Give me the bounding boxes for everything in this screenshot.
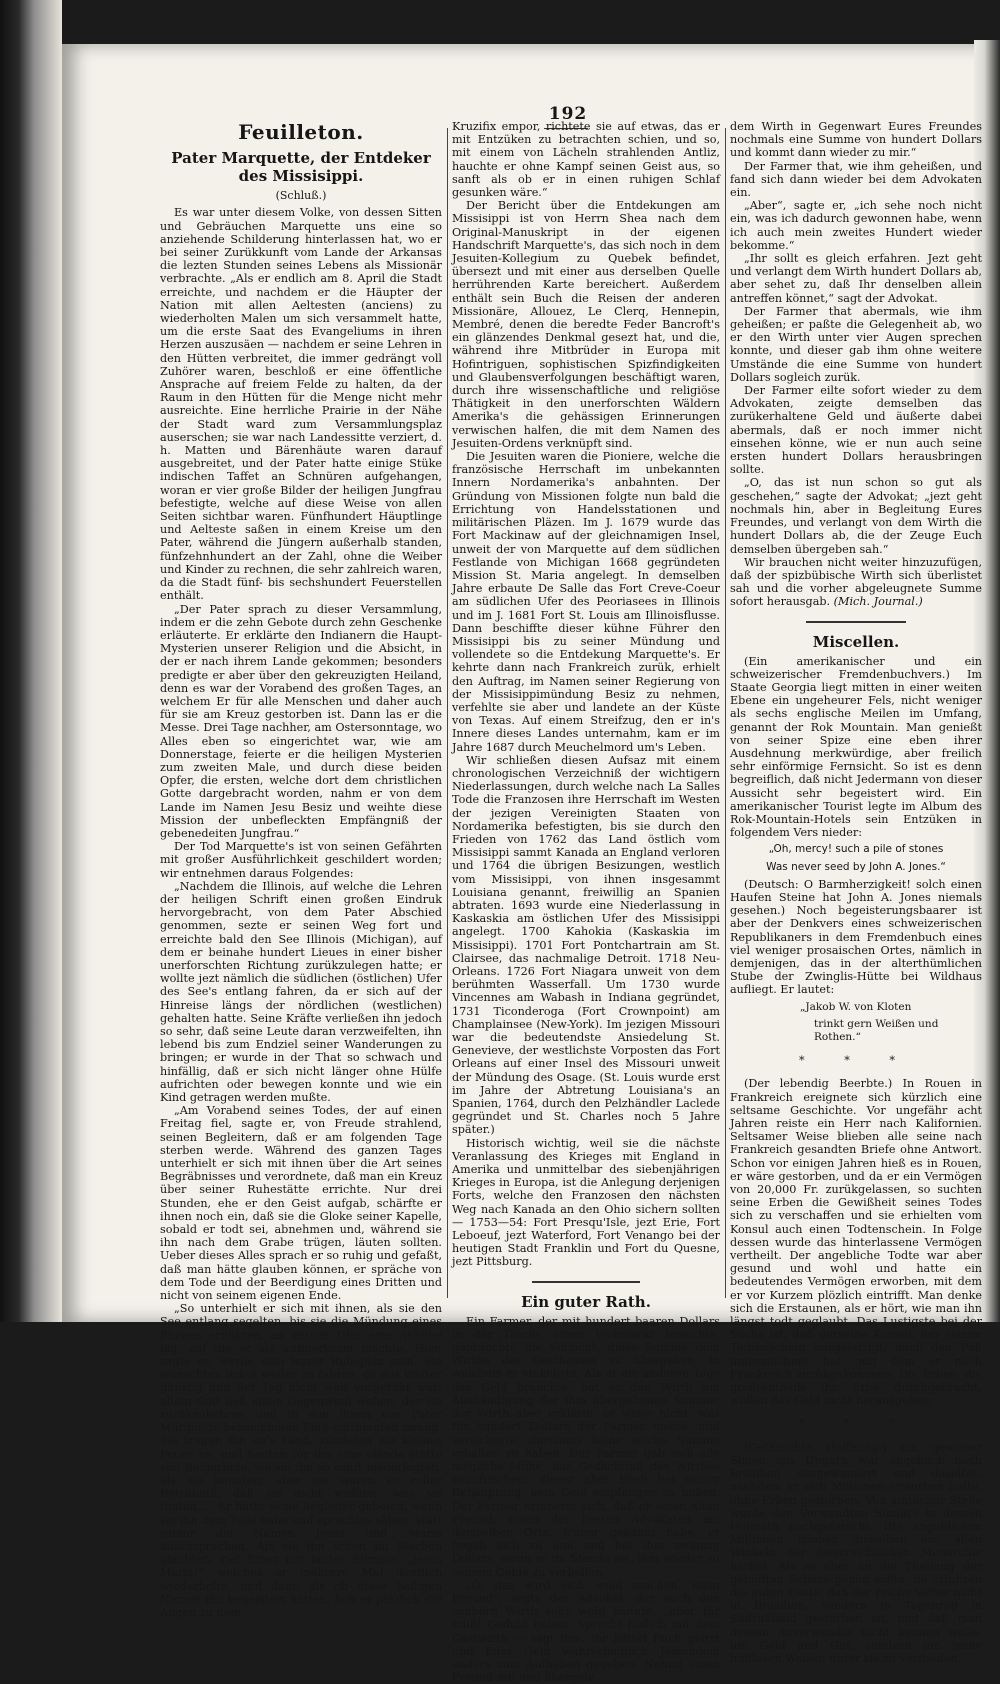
verse-line: trinkt gern Weißen und Rothen.“ xyxy=(814,1017,939,1043)
paragraph: Der Farmer that, wie ihm geheißen, und fand sich dann wieder bei dem Advokaten ein. xyxy=(730,159,982,200)
paragraph: „So unterhielt er sich mit ihnen, als sie den See entlang segelten, bis sie die Mündung eines Flusses erblikten, an dessen Ufer eine Anhöhe lag, auf die er sie aufmerksam machte. Hier, sagte er, werde sein lezter Ruheplaz sein. Sie wünschten indeß weiter zu fahren, da das Wetter günstig und der Tag nicht weit vorgerükt war; allein Gott ließ einen Gegenwind wehen, der sie zurükzukehren und in den ihnen von Pater Marquette bezeichneten Fluß einzulaufen zwang. Sie trugen ihn an's Land, zündeten ein kleines Feuer an, und bauten für ihn eine elende Hütte von Baumrinde, wo sie ihn so sanft niederlegten, als sie konnten; aber sie waren so voller Betrübniß, daß sie nicht wußten, was sie thaten..... Er hatte seine Begleiter gebeten, wenn sie ihn dem Tode nahe und sprachlos sähen, statt seiner die Namen Jesus und Maria auszusprechen. Als sie ihn schon im Sterben glaubten, rief Einer mit lauter Stimme: „Jesus Maria!“ welches er mehrere Mal deutlich wiederholte, und dann als ob diese heiligen Namen ihn begeistert hätten, hob er plözlich die Augen zu dem xyxy=(160,1302,442,1619)
separator-stars: * * * xyxy=(799,1417,913,1431)
column-2 xyxy=(452,120,720,1684)
paragraph: Der Bericht über die Entdekungen am Missisippi ist von Herrn Shea nach dem Original-Manuskript in der eigenen Handschrift Marquette's, das sich noch in dem Jesuiten-Kollegium zu Quebek befindet, übersezt und mit einer aus derselben Quelle herrührenden Karte bereichert. Außerdem enthält sein Buch die Reisen der anderen Missionäre, Allouez, Le Clerq, Hennepin, Membré, denen die beredte Feder Bancroft's ein glänzendes Denkmal gesezt hat, und die, während ihre Mitbrüder in Europa mit Hofintriguen, sophistischen Spizfindigkeiten und Glaubensverfolgungen beschäftigt waren, durch ihre wissenschaftliche und religiöse Thätigkeit in den unerforschten Wäldern Amerika's die gehässigen Erinnerungen verwischen halfen, die mit dem Namen des Jesuiten-Ordens verknüpft sind. xyxy=(452,199,720,450)
column-divider-2 xyxy=(725,128,726,1298)
column-3 xyxy=(730,120,982,1665)
article-title: Pater Marquette, der Entdeker des Missisippi. xyxy=(171,149,431,186)
section-rule xyxy=(532,1281,639,1283)
paragraph: dem Wirth in Gegenwart Eures Freundes nochmals eine Summe von hundert Dollars und kommt dann wieder zu mir.“ xyxy=(730,120,982,160)
article-subtitle: (Schluß.) xyxy=(275,189,327,203)
source-credit: (Mich. Journal.) xyxy=(833,595,923,609)
scan-shadow-left xyxy=(0,0,62,1322)
page-number: 192 xyxy=(548,104,588,124)
paragraph: „O, das ist nun schon so gut als geschehen,“ sagte der Advokat; „jezt geht nochmals hin, aber in Begleitung Eures Freundes, und verlangt von dem Wirth die hundert Dollars ab, die der Zeuge Euch demselben übergeben sah.“ xyxy=(730,476,982,556)
paragraph: Historisch wichtig, weil sie die nächste Veranlassung des Krieges mit England in Amerika und unmittelbar des siebenjährigen Krieges in Europa, ist die Anlegung derjenigen Forts, welche den Franzosen den nächsten Weg nach Kanada an den Ohio sichern sollten — 1753—54: Fort Presqu'Isle, jezt Erie, Fort Leboeuf, jezt Waterford, Fort Venango bei der heutigen Stadt Franklin und Fort du Quesne, jezt Pittsburg. xyxy=(452,1136,720,1269)
paragraph: Es war unter diesem Volke, von dessen Sitten und Gebräuchen Marquette uns eine so anziehende Schilderung hinterlassen hat, wo er bei seiner Zurükkunft vom Lande der Arkansas die lezten Stunden seines Lebens als Missionär verbrachte. „Als er endlich am 8. April die Stadt erreichte, und nachdem er die Häupter der Nation mit allen Aeltesten (anciens) zu wiederholten Malen um sich versammelt hatte, um die erste Saat des Evangeliums in ihren Herzen auszusäen — nachdem er seine Lehren in den Hütten verbreitet, die immer gedrängt voll Zuhörer waren, beschloß er eine öffentliche Ansprache auf freiem Felde zu halten, da der Raum in den Hütten für die Menge nicht mehr ausreichte. Eine herrliche Prairie in der Nähe der Stadt ward zum Versammlungsplaz auserschen; sie war nach Landessitte verziert, d. h. Matten und Bärenhäute waren darauf ausgebreitet, und der Pater hatte einige Stüke indischen Taffet an Schnüren aufgehangen, woran er vier große Bilder der heiligen Jungfrau befestigte, welche auf diese Weise von allen Seiten sichtbar waren. Fünfhundert Häuptlinge und Aelteste saßen in einem Kreise um den Pater, während die Jüngern außerhalb standen, fünfzehnhundert an der Zahl, ohne die Weiber und Kinder zu rechnen, die sehr zahlreich waren, da die Stadt fünf- bis sechshundert Feuerstellen enthält. xyxy=(160,206,442,603)
quote-line: „Oh, mercy! such a pile of stones xyxy=(768,843,944,856)
paragraph: Der Farmer eilte sofort wieder zu dem Advokaten, zeigte demselben das zurükerhaltene Geld und äußerte dabei abermals, daß er noch immer nicht einsehen könne, wie er nun auch seine ersten hundert Dollars herausbringen sollte. xyxy=(730,384,982,477)
paragraph: Wir schließen diesen Aufsaz mit einem chronologischen Verzeichniß der wichtigern Niederlassungen, durch welche nach La Salles Tode die Franzosen ihre Herrschaft im Westen der jezigen Vereinigten Staaten von Nordamerika befestigten, bis sie durch den Frieden von 1762 das Land östlich vom Missisippi sammt Kanada an England verloren und 1764 die übrigen Besizungen, westlich vom Missisippi, von ihnen insgesammt Louisiana genannt, freiwillig an Spanien abtraten. 1693 wurde eine Niederlassung in Kaskaskia am östlichen Ufer des Missisippi angelegt. 1700 Kahokia (Kaskaskia im Missisippi). 1701 Fort Pontchartrain am St. Clairsee, das nachmalige Detroit. 1718 Neu-Orleans. 1726 Fort Niagara unweit von dem berühmten Wasserfall. Um 1730 wurde Vincennes am Wabash in Indiana gegründet, 1731 Ticonderoga (Fort Crownpoint) am Champlainsee (New-York). Im jezigen Missouri war die bedeutendste Ansiedelung St. Genevieve, der westlichste Vorposten das Fort Orleans auf einer Insel des Missouri unweit der Mündung des Osage. (St. Louis wurde erst im Jahre der Abtretung Louisiana's an Spanien, 1764, durch den Pelzhändler Laclede gegründet und St. Charles noch 5 Jahre später.) xyxy=(452,753,720,1137)
paragraph-text: Wir brauchen nicht weiter hinzuzufügen, daß der spizbübische Wirth sich überlistet sah und die vorher abgeleugnete Summe sofort herausgab. xyxy=(730,555,982,609)
paragraph: „Ihr sollt es gleich erfahren. Jezt geht und verlangt dem Wirth hundert Dollars ab, aber sehet zu, daß Ihr denselben allein antreffen könnet,“ sagt der Advokat. xyxy=(730,252,982,305)
paragraph: Kruzifix empor, richtete sie auf etwas, das er mit Entzüken zu betrachten schien, und so, mit einem von Lächeln strahlenden Antliz, hauchte er ohne Kampf seinen Geist aus, so sanft als ob er in einen ruhigen Schlaf gesunken wäre.“ xyxy=(452,120,720,200)
column-1 xyxy=(160,120,442,1619)
section-rule xyxy=(806,621,907,623)
paragraph: „O, das wird sich wohl machen, mein Freund“, sagte der Advokat, der auch den saubern Wirth sehr wohl kannte, „aber Ihr müßt Geduld haben. Sprecht höflich mit dem Gastwirth — sagt ihm, Ihr hättet Euch geirrt und Euer Geld wahrscheinlich Jemandem anders zum Aufheben gegeben. Nehmt einen Freund mit und übergebt xyxy=(452,1578,720,1684)
paragraph xyxy=(730,556,982,609)
verse-line: „Jakob W. von Kloten xyxy=(800,1000,912,1013)
paragraph: „Nachdem die Illinois, auf welche die Lehren der heiligen Schrift einen großen Eindruk hervorgebracht, von dem Pater Abschied genommen, sezte er seinen Weg fort und erreichte bald den See Illinois (Michigan), auf dem er beinahe hundert Lieues in einer bisher unerforschten Richtung zurükzulegen hatte; er wollte jezt nämlich die südlichen (östlichen) Ufer des See's entlang fahren, da er sich auf der Hinreise längs der nördlichen (westlichen) gehalten hatte. Seine Kräfte verließen ihn jedoch so sehr, daß seine Leute daran verzweifelten, ihn lebend bis zum Endziel seiner Wanderungen zu bringen; er wurde in der That so schwach und hinfällig, daß er sich nicht länger ohne Hülfe aufrichten oder bewegen konnte und wie ein Kind getragen werden mußte. xyxy=(160,879,442,1105)
paragraph: (Getäuschte Hoffnung.) Ein gewisser Simon aus Ungarn war angeblich nach Brasilien ausgewandert und daselbst, nachdem er sich Millionen erworben hatte, ohne Erben gestorben. Von amtlicher Stelle wurde den Verwandten Simon's in dessen Heimath nachgeforscht. Die angeblichen Millionen trieben dieselben aus allen Winkeln der österreichischen Monarchie herbei. Als es aber an die Theilung der gehofften Schäze gehen sollte, da erfuhren die guten Leute, daß der reiche Vetter nicht in Brasilien, sondern in Taganrog in Südrußland gestorben ist, und daß man dessen Anverwandte nicht kennen wolle, um Geld und Gut, sondern um seine hülflosen Waisen unter sie zu vertheilen. xyxy=(730,1440,982,1665)
paragraph: Der Tod Marquette's ist von seinen Gefährten mit großer Ausführlichkeit geschildert worden; wir entnehmen daraus Folgendes: xyxy=(160,840,442,880)
article-title: Ein guter Rath. xyxy=(521,1292,651,1311)
section-title-miscellen: Miscellen. xyxy=(812,632,900,651)
paragraph: „Der Pater sprach zu dieser Versammlung, indem er die zehn Gebote durch zehn Geschenke erläuterte. Er erklärte den Indianern die Haupt-Mysterien unserer Religion und die Absicht, in der er nach ihrem Lande gekommen; besonders predigte er aber über den gekreuzigten Heiland, denn es war der Vorabend des großen Tages, an welchem Er für alle Menschen und daher auch für sie am Kreuz gestorben ist. Dann las er die Messe. Drei Tage nachher, am Ostersonntage, wo Alles eben so eingerichtet war, wie am Donnerstage, feierte er die heiligen Mysterien zum zweiten Male, und durch diese beiden Opfer, die ersten, welche dort dem christlichen Gotte dargebracht worden, nahm er von dem Lande im Namen Jesu Besiz und weihte diese Mission der unbefleckten Empfängniß der gebenedeiten Jungfrau.“ xyxy=(160,602,442,840)
paragraph: (Ein amerikanischer und ein schweizerischer Fremdenbuchvers.) Im Staate Georgia liegt mitten in einer weiten Ebene ein ungeheurer Fels, nicht weniger als sechs englische Meilen im Umfang, genannt der Rok Mountain. Man genießt von seiner Spize eine eben ihrer Ausdehnung merkwürdige, aber freilich sehr einförmige Fernsicht. So ist es denn begreiflich, daß nicht Jedermann von dieser Aussicht sehr begeistert wird. Ein amerikanischer Tourist legte im Album des Rok-Mountain-Hotels sein Entzüken in folgendem Vers nieder: xyxy=(730,654,982,840)
paragraph: „Aber“, sagte er, „ich sehe noch nicht ein, was ich dadurch gewonnen habe, wenn ich auch mein zweites Hundert wieder bekomme.“ xyxy=(730,199,982,252)
separator-stars: * * * xyxy=(799,1054,913,1068)
section-title: Feuilleton. xyxy=(238,120,364,144)
paragraph: Die Jesuiten waren die Pioniere, welche die französische Herrschaft im unbekannten Innern Nordamerika's anbahnten. Der Gründung von Missionen folgte nun bald die Errichtung von Handelsstationen und militärischen Pläzen. Im J. 1679 wurde das Fort Mackinaw auf der gleichnamigen Insel, unweit der von Marquette auf dem südlichen Festlande von Michigan 1668 gegründeten Mission St. Maria angelegt. In demselben Jahre erbaute De Salle das Fort Creve-Coeur am südlichen Ufer des Peoriasees in Illinois und im J. 1681 Fort St. Louis am Illinoisflusse. Dann beschiffte dieser kühne Führer den Missisippi bis zu seiner Mündung und vollendete so die Entdekung Marquette's. Er kehrte dann nach Frankreich zurük, erhielt den Auftrag, im Namen seiner Regierung von der Missisippimündung Besiz zu nehmen, verfehlte sie aber und landete an der Küste von Texas. Auf einem Streifzug, den er in's Innere dieses Landes unternahm, kam er im Jahre 1687 durch Meuchelmord um's Leben. xyxy=(452,450,720,754)
paragraph: Der Farmer that abermals, wie ihm geheißen; er paßte die Gelegenheit ab, wo er den Wirth unter vier Augen sprechen konnte, und dieser gab ihm ohne weitere Umstände die eine Summe von hundert Dollars sogleich zurük. xyxy=(730,304,982,384)
paragraph: (Der lebendig Beerbte.) In Rouen in Frankreich ereignete sich kürzlich eine seltsame Geschichte. Vor ungefähr acht Jahren reiste ein Herr nach Kalifornien. Seltsamer Weise blieben alle seine nach Frankreich gesandten Briefe ohne Antwort. Schon vor einigen Jahren hieß es in Rouen, er wäre gestorben, und da er ein Vermögen von 20,000 Fr. zurükgelassen, so suchten seine Erben die Gewißheit seines Todes sich zu verschaffen und sie erhielten vom Konsul auch einen Todtenschein. In Folge dessen wurde das hinterlassene Vermögen vertheilt. Der angebliche Todte war aber gesund und wohl und hatte ein bedeutendes Vermögen erworben, mit dem er vor Kurzem plözlich eintrifft. Man denke sich die Erstaunen, als er hört, wie man ihn längst todt geglaubt. Das Lustigste bei der Sache ist, daß derselbe Konsul, der seinen Todtenschein ausgefertigt, auch den Paß unterzeichnet hat, mit dem er nach Frankreich zurükgekommen. Die Erben, die größtentheils ihr Erbe durchgebracht, wollen das Geld nicht herausgeben. xyxy=(730,1077,982,1408)
paragraph: „Am Vorabend seines Todes, der auf einen Freitag fiel, sagte er, von Freude strahlend, seinen Begleitern, daß er am folgenden Tage sterben werde. Während des ganzen Tages unterhielt er sich mit ihnen über die Art seines Begräbnisses und verordnete, daß man ein Kreuz über seiner Ruhestätte errichte. Nur drei Stunden, ehe er den Geist aufgab, schärfte er ihnen noch ein, daß sie die Gloke seiner Kapelle, sobald er todt sei, abnehmen und, während sie ihn nach dem Grabe trügen, läuten sollten. Ueber dieses Alles sprach er so ruhig und gefaßt, daß man hätte glauben können, er spräche von dem Tode und der Beerdigung eines Dritten und nicht von seinem eigenen Ende. xyxy=(160,1104,442,1303)
column-divider-1 xyxy=(447,128,448,1298)
quote-line: Was never seed by John A. Jones.“ xyxy=(766,860,946,873)
paragraph: Ein Farmer, der mit hundert baaren Dollars in der Tasche einen Viehmarkt besuchte, gebrauchte die Vorsicht, diese Summe dem Wirthe des Gasthauses zu übergeben, in welchem er einkehrte. Als er am anderen Tage das Geld brauchte, bat er den Wirth um Aushändigung der ihm übergebenen Summe; der Wirth aber erklärte, er wisse nicht, was für hundert Dollars der Farmer meine, und versicherte, durchaus keine solche Summe erhalten zu haben. Der Farmer gab sich alle mögliche Mühe, das Gedächtniß des Wirthes anzufrischen; dieser aber blieb bei seiner Behauptung, kein Geld empfangen zu haben. Der Farmer erinnerte sich, daß er einen alten Freund, einen der besten Advokaten am demselben Orte, früher gekannt habe, er begab sich zu ihm und bot ihm zwanzig Dollars, wenn er im Stande sei, ihm wieder zu seinem Gelde zu verhelfen. xyxy=(452,1314,720,1579)
paragraph: (Deutsch: O Barmherzigkeit! solch einen Haufen Steine hat John A. Jones niemals gesehen.) Noch begeisterungsbaarer ist aber der Denkvers eines schweizerischen Republikaners in dem Fremdenbuch eines viel weniger prosaischen Ortes, nämlich in demjenigen, das in der alterthümlichen Stube der Zwinglis-Hütte bei Wildhaus aufliegt. Er lautet: xyxy=(730,877,982,997)
